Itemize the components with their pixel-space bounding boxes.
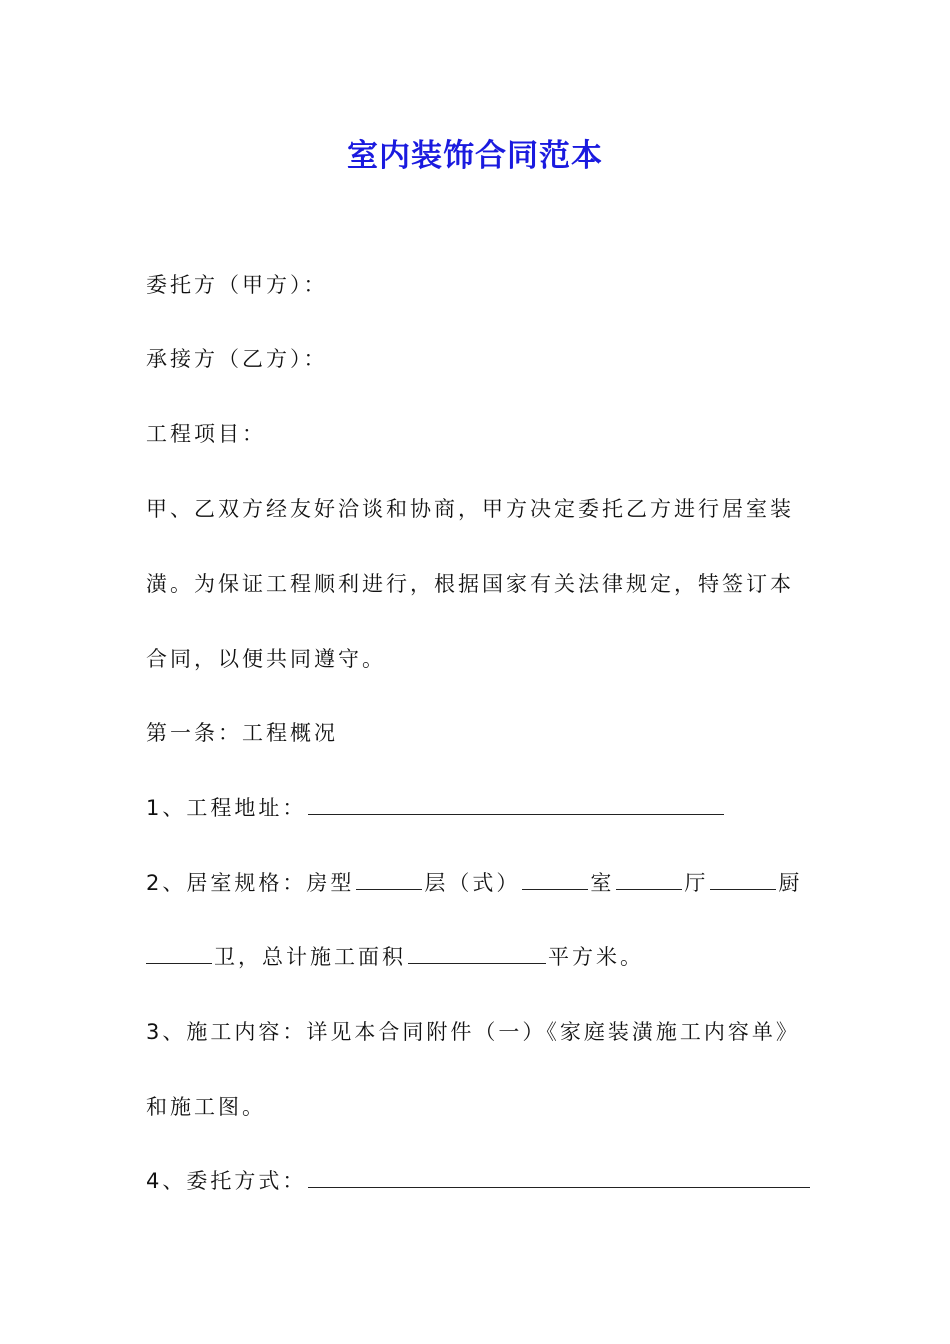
- bath-count-blank[interactable]: [146, 943, 212, 964]
- document-title: 室内装饰合同范本: [347, 138, 603, 174]
- item-2-label: 2、居室规格：房型: [146, 871, 355, 895]
- item-2-hall: 厅: [684, 871, 709, 895]
- address-blank[interactable]: [308, 794, 724, 815]
- intro-line-3: 合同，以便共同遵守。: [146, 647, 386, 671]
- party-b-line: 承接方（乙方）：: [146, 347, 328, 371]
- item-2-unit: 平方米。: [548, 945, 644, 969]
- item-3-content-line-2: 和施工图。: [146, 1095, 266, 1119]
- item-1-label: 1、工程地址：: [146, 796, 307, 820]
- item-4-label: 4、委托方式：: [146, 1169, 307, 1193]
- item-1-address: [146, 793, 726, 823]
- item-2-bath: 卫，总计施工面积: [214, 945, 406, 969]
- item-2-layer: 层（式）: [424, 871, 521, 895]
- item-4-method: [146, 1166, 812, 1196]
- project-line: 工程项目：: [146, 422, 266, 446]
- house-type-blank[interactable]: [356, 869, 422, 890]
- method-blank[interactable]: [308, 1167, 810, 1188]
- party-a-line: 委托方（甲方）：: [146, 273, 328, 297]
- item-2-spec-cont: [146, 942, 644, 972]
- area-blank[interactable]: [408, 943, 546, 964]
- hall-count-blank[interactable]: [616, 869, 682, 890]
- item-3-content-line-1: 3、施工内容：详见本合同附件（一）《家庭装潢施工内容单》: [146, 1020, 800, 1044]
- item-2-spec: [146, 868, 802, 898]
- intro-line-2: 潢。为保证工程顺利进行，根据国家有关法律规定，特签订本: [146, 572, 794, 596]
- item-2-kitchen: 厨: [778, 871, 803, 895]
- article-1-heading: 第一条：工程概况: [146, 721, 338, 745]
- item-2-room: 室: [590, 871, 615, 895]
- intro-line-1: 甲、乙双方经友好洽谈和协商，甲方决定委托乙方进行居室装: [146, 497, 794, 521]
- kitchen-count-blank[interactable]: [710, 869, 776, 890]
- room-count-blank[interactable]: [522, 869, 588, 890]
